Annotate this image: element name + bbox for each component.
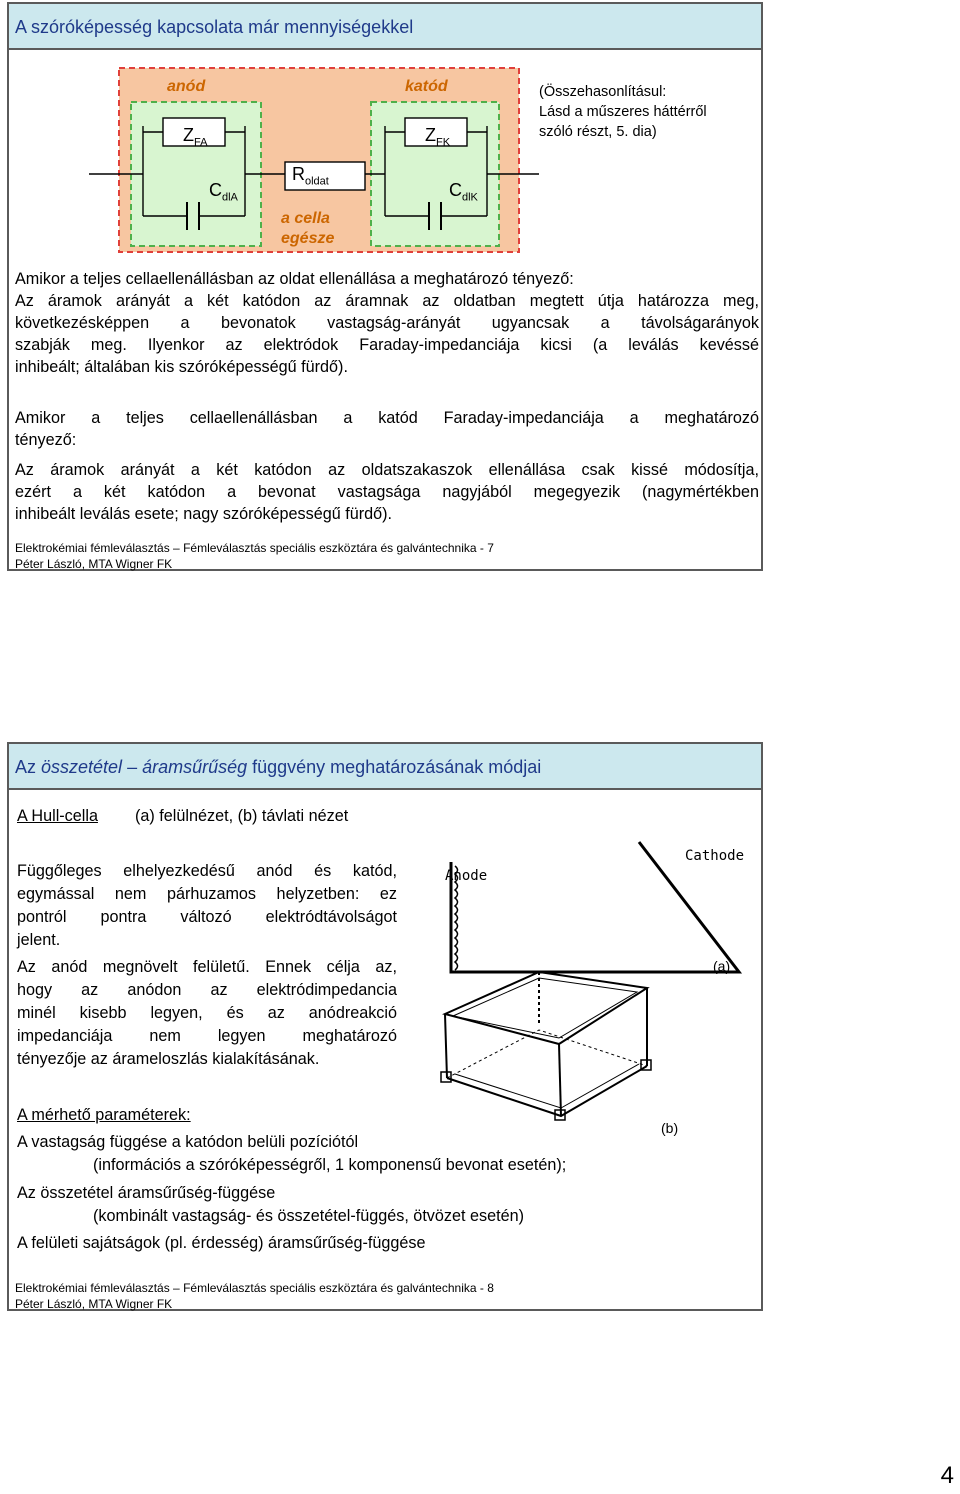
slide-title: A szóróképesség kapcsolata már mennyiségekkel <box>15 17 414 37</box>
c-dlk-label: $C_{dlK}$ <box>449 180 478 204</box>
cell-label-line1: a cella <box>281 210 330 227</box>
paragraph-line: inhibeált leválás esete; nagy szóróképességű fürdő). <box>15 505 393 523</box>
cell-label-line2: egésze <box>281 230 335 247</box>
paragraph-line: Az áramok arányát a két katódon az oldatszakaszok ellenállása csak kissé módosítja, <box>15 461 759 479</box>
description-line: impedanciája nem legyen meghatározó <box>17 1027 397 1045</box>
footer-author: Péter László, MTA Wigner FK <box>15 1297 173 1311</box>
param-item: A felületi sajátságok (pl. érdesség) áramsűrűség-függése <box>17 1234 426 1252</box>
footer-author: Péter László, MTA Wigner FK <box>15 557 173 571</box>
r-oldat-label: $R_{oldat}$ <box>292 164 329 188</box>
comparison-note-line1: (Összehasonlításul: <box>539 84 667 100</box>
slide-title-bar <box>9 744 761 790</box>
description-line: Függőleges elhelyezkedésű anód és katód, <box>17 862 397 880</box>
paragraph-line: következésképpen a bevonatok vastagság-arányát ugyancsak a távolságarányok <box>15 314 759 332</box>
anode-label: anód <box>167 78 206 95</box>
paragraph-intro: Amikor a teljes cellaellenállásban az oldat ellenállása a meghatározó tényező: <box>15 270 574 288</box>
description-anode <box>17 956 397 1071</box>
hull-cell-perspective-view <box>429 966 659 1126</box>
c-dla-label: $C_{dlA}$ <box>209 180 238 204</box>
footer-course: Elektrokémiai fémleválasztás – Fémleválasztás speciális eszköztára és galvántechnika - 7 <box>15 541 494 555</box>
footer-course: Elektrokémiai fémleválasztás – Fémleválasztás speciális eszköztára és galvántechnika - 8 <box>15 1281 494 1295</box>
description-line: pontról pontra változó elektródtávolságot <box>17 908 397 926</box>
description-line: egymással nem párhuzamos helyzetben: ez <box>17 885 397 903</box>
slide-footer <box>15 540 494 572</box>
page-number: 4 <box>940 1462 954 1489</box>
anode-figure-label: Anode <box>445 868 488 884</box>
description-line: minél kisebb legyen, és az anódreakció <box>17 1004 397 1022</box>
description-line: tényezője az árameloszlás kialakításának. <box>17 1050 320 1068</box>
params-heading: A mérhető paraméterek: <box>17 1106 191 1124</box>
hull-cell-label: A Hull-cella <box>17 807 98 825</box>
slide-8 <box>7 742 763 1311</box>
paragraph-line: Amikor a teljes cellaellenállásban a katód Faraday-impedanciája a meghatározó <box>15 409 759 427</box>
cathode-label: katód <box>405 78 448 95</box>
param-item: Az összetétel áramsűrűség-függése <box>17 1184 276 1202</box>
paragraph-line: Az áramok arányát a két katódon az áramnak az oldatban megtett útja határozza meg, <box>15 292 759 310</box>
z-fk-label: $Z_{FK}$ <box>425 125 451 149</box>
param-detail: (kombinált vastagság- és összetétel-függés, ötvözet esetén) <box>93 1207 524 1225</box>
paragraph-line: tényező: <box>15 431 77 449</box>
paragraph-line: ezért a két katódon a bevonat vastagsága nagyjából megegyezik (nagymértékben <box>15 483 759 501</box>
z-fa-label: $Z_{FA}$ <box>183 125 208 149</box>
description-line: jelent. <box>17 931 61 949</box>
cathode-figure-label: Cathode <box>685 848 745 864</box>
slide-7 <box>7 2 763 571</box>
hull-cell-views: (a) felülnézet, (b) távlati nézet <box>135 807 349 825</box>
description-line: Az anód megnövelt felületű. Ennek célja az, <box>17 958 397 976</box>
figure-a-label: (a) <box>713 958 731 974</box>
paragraph-line: szabják meg. Ilyenkor az elektródok Faraday-impedanciája kicsi (a leválás kevéssé <box>15 336 759 354</box>
figure-b-label: (b) <box>661 1120 679 1136</box>
paragraph-line: inhibeált; általában kis szóróképességű fürdő). <box>15 358 348 376</box>
param-item: A vastagság függése a katódon belüli pozíciótól <box>17 1133 359 1151</box>
slide-title: Az összetétel – áramsűrűség függvény meghatározásának módjai <box>15 757 542 777</box>
paragraph-faraday-impedance <box>15 407 759 525</box>
paragraph-solution-resistance <box>15 268 759 378</box>
description-line: hogy az anódon az elektródimpedancia <box>17 981 397 999</box>
slide-footer <box>15 1280 494 1312</box>
comparison-note-line2: Lásd a műszeres háttérről <box>539 104 707 120</box>
description-geometry <box>17 860 397 952</box>
param-detail: (információs a szóróképességről, 1 komponensű bevonat esetén); <box>93 1156 567 1174</box>
comparison-note-line3: szóló részt, 5. dia) <box>539 124 657 140</box>
